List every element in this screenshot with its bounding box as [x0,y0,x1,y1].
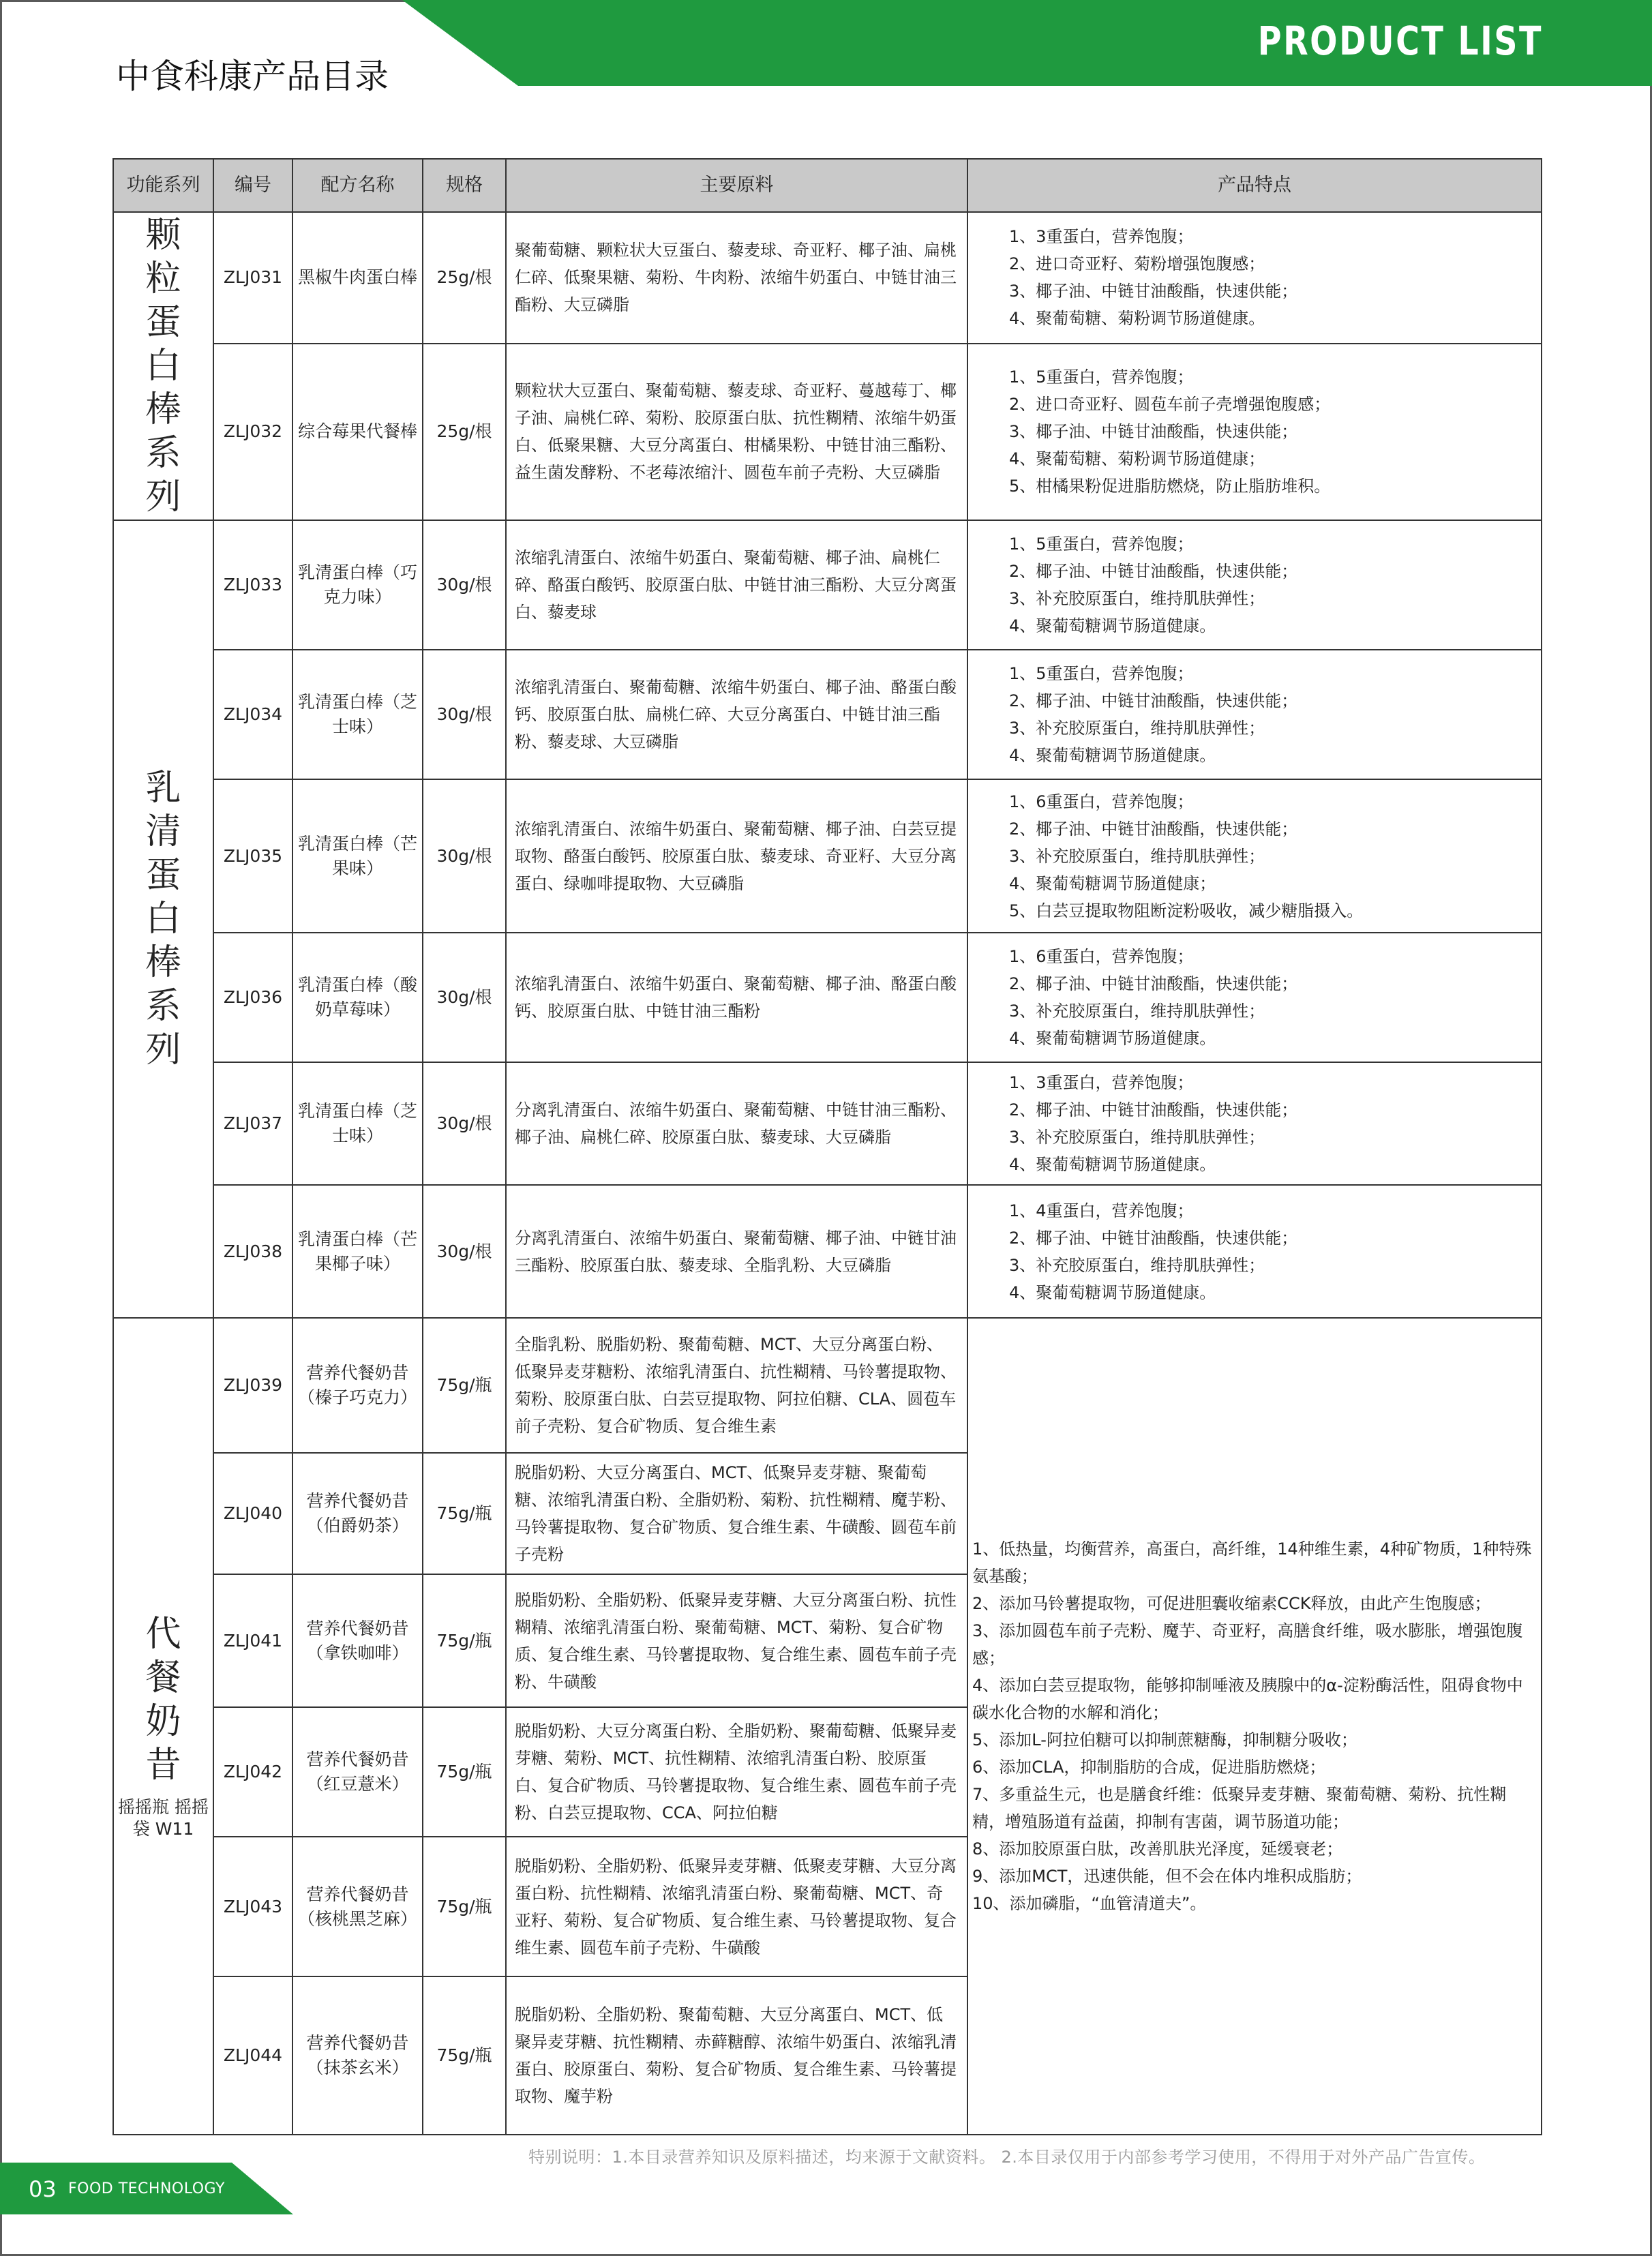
formula-name: 营养代餐奶昔（榛子巧克力） [292,1318,423,1453]
table-row [113,212,1542,344]
product-code: ZLJ044 [213,1976,292,2135]
feature-line: 2、椰子油、中链甘油酸酯，快速供能； [1009,1100,1298,1119]
feature-line: 1、3重蛋白，营养饱腹； [1009,227,1194,247]
feature-line: 2、椰子油、中链甘油酸酯，快速供能； [1009,1228,1298,1248]
series-subtitle: 摇摇瓶 摇摇袋 W11 [118,1797,209,1839]
feature-line: 4、聚葡萄糖、菊粉调节肠道健康； [1009,449,1265,469]
feature-line: 4、聚葡萄糖、菊粉调节肠道健康。 [1009,309,1265,329]
formula-name: 乳清蛋白棒（酸奶草莓味） [292,933,423,1062]
main-ingredients: 浓缩乳清蛋白、浓缩牛奶蛋白、聚葡萄糖、椰子油、扁桃仁碎、酪蛋白酸钙、胶原蛋白肽、中链甘油三酯粉、大豆分离蛋白、藜麦球 [506,520,967,650]
product-code: ZLJ042 [213,1707,292,1837]
feature-line: 4、聚葡萄糖调节肠道健康； [1009,873,1216,893]
feature-line: 2、进口奇亚籽、圆苞车前子壳增强饱腹感； [1009,395,1331,415]
specification: 75g/瓶 [423,1318,506,1453]
specification: 75g/瓶 [423,1837,506,1976]
formula-name: 乳清蛋白棒（芒果味） [292,779,423,933]
feature-line: 4、聚葡萄糖调节肠道健康。 [1009,1155,1216,1174]
specification: 30g/根 [423,933,506,1062]
feature-line: 6、添加CLA，抑制脂肪的合成，促进脂肪燃烧； [972,1758,1326,1777]
table-row [113,779,1542,933]
feature-line: 4、聚葡萄糖调节肠道健康。 [1009,746,1216,765]
specification: 30g/根 [423,1185,506,1318]
feature-line: 9、添加MCT，迅速供能，但不会在体内堆积成脂肪； [972,1867,1362,1886]
product-code: ZLJ033 [213,520,292,650]
footnote: 特别说明：1.本目录营养知识及原料描述，均来源于文献资料。 2.本目录仅用于内部参考学习使用，不得用于对外产品广告宣传。 [528,2148,1486,2167]
feature-line: 10、添加磷脂，“血管清道夫”。 [972,1894,1207,1913]
formula-name: 乳清蛋白棒（芝士味） [292,650,423,779]
product-features [967,1318,1542,2135]
main-ingredients: 聚葡萄糖、颗粒状大豆蛋白、藜麦球、奇亚籽、椰子油、扁桃仁碎、低聚果糖、菊粉、牛肉粉、浓缩牛奶蛋白、中链甘油三酯粉、大豆磷脂 [506,212,967,344]
main-ingredients: 全脂乳粉、脱脂奶粉、聚葡萄糖、MCT、大豆分离蛋白粉、低聚异麦芽糖粉、浓缩乳清蛋白、抗性糊精、马铃薯提取物、菊粉、胶原蛋白肽、白芸豆提取物、阿拉伯糖、CLA、圆苞车前子壳粉、复合矿物质、复合维生素 [506,1318,967,1453]
feature-line: 3、椰子油、中链甘油酸酯，快速供能； [1009,422,1298,442]
specification: 25g/根 [423,344,506,520]
feature-line: 5、添加L-阿拉伯糖可以抑制蔗糖酶，抑制糖分吸收； [972,1730,1357,1749]
table-row [113,520,1542,650]
table-row [113,933,1542,1062]
feature-line: 1、5重蛋白，营养饱腹； [1009,367,1194,387]
main-ingredients: 浓缩乳清蛋白、浓缩牛奶蛋白、聚葡萄糖、椰子油、酪蛋白酸钙、胶原蛋白肽、中链甘油三酯粉 [506,933,967,1062]
feature-line: 7、多重益生元，也是膳食纤维：低聚异麦芽糖、聚葡萄糖、菊粉、抗性糊精，增殖肠道有益菌，抑制有害菌，调节肠道功能； [972,1785,1507,1831]
column-header: 产品特点 [967,159,1542,212]
product-table [112,158,1542,2135]
formula-name: 营养代餐奶昔（拿铁咖啡） [292,1574,423,1707]
main-ingredients: 颗粒状大豆蛋白、聚葡萄糖、藜麦球、奇亚籽、蔓越莓丁、椰子油、扁桃仁碎、菊粉、胶原蛋白肽、抗性糊精、浓缩牛奶蛋白、低聚果糖、大豆分离蛋白、柑橘果粉、中链甘油三酯粉、益生菌发酵粉、不老莓浓缩汁、圆苞车前子壳粉、大豆磷脂 [506,344,967,520]
specification: 30g/根 [423,1062,506,1185]
feature-line: 1、5重蛋白，营养饱腹； [1009,664,1194,683]
product-features [967,344,1542,520]
product-features [967,1062,1542,1185]
specification: 30g/根 [423,779,506,933]
feature-line: 1、低热量，均衡营养，高蛋白，高纤维，14种维生素，4种矿物质，1种特殊氨基酸； [972,1539,1532,1586]
feature-line: 1、6重蛋白，营养饱腹； [1009,792,1194,811]
table-row [113,1318,1542,1453]
product-features [967,779,1542,933]
feature-line: 1、5重蛋白，营养饱腹； [1009,535,1194,554]
specification: 75g/瓶 [423,1453,506,1574]
product-code: ZLJ043 [213,1837,292,1976]
product-code: ZLJ034 [213,650,292,779]
specification: 75g/瓶 [423,1707,506,1837]
feature-line: 4、添加白芸豆提取物，能够抑制唾液及胰腺中的α-淀粉酶活性，阻碍食物中碳水化合物的水解和消化； [972,1676,1523,1722]
specification: 30g/根 [423,650,506,779]
table-row [113,1062,1542,1185]
main-ingredients: 脱脂奶粉、全脂奶粉、低聚异麦芽糖、大豆分离蛋白粉、抗性糊精、浓缩乳清蛋白粉、聚葡萄糖、MCT、菊粉、复合矿物质、复合维生素、马铃薯提取物、复合维生素、圆苞车前子壳粉、牛磺酸 [506,1574,967,1707]
main-ingredients: 浓缩乳清蛋白、浓缩牛奶蛋白、聚葡萄糖、椰子油、白芸豆提取物、酪蛋白酸钙、胶原蛋白肽、藜麦球、奇亚籽、大豆分离蛋白、绿咖啡提取物、大豆磷脂 [506,779,967,933]
column-header: 功能系列 [113,159,213,212]
table-row [113,344,1542,520]
table-header-row [113,159,1542,212]
feature-line: 4、聚葡萄糖调节肠道健康。 [1009,1029,1216,1048]
feature-line: 1、4重蛋白，营养饱腹； [1009,1201,1194,1220]
series-cell [113,1318,213,2135]
column-header: 配方名称 [292,159,423,212]
table-row [113,1185,1542,1318]
feature-line: 5、白芸豆提取物阻断淀粉吸收，减少糖脂摄入。 [1009,901,1364,920]
main-ingredients: 浓缩乳清蛋白、聚葡萄糖、浓缩牛奶蛋白、椰子油、酪蛋白酸钙、胶原蛋白肽、扁桃仁碎、大豆分离蛋白、中链甘油三酯粉、藜麦球、大豆磷脂 [506,650,967,779]
main-ingredients: 脱脂奶粉、大豆分离蛋白粉、全脂奶粉、聚葡萄糖、低聚异麦芽糖、菊粉、MCT、抗性糊精、浓缩乳清蛋白粉、胶原蛋白、复合矿物质、马铃薯提取物、复合维生素、圆苞车前子壳粉、白芸豆提取物、CCA、阿拉伯糖 [506,1707,967,1837]
formula-name: 营养代餐奶昔（红豆薏米） [292,1707,423,1837]
feature-line: 3、补充胶原蛋白，维持肌肤弹性； [1009,589,1265,608]
product-code: ZLJ037 [213,1062,292,1185]
product-code: ZLJ036 [213,933,292,1062]
formula-name: 营养代餐奶昔（核桃黑芝麻） [292,1837,423,1976]
series-name: 颗粒蛋白棒系列 [145,215,181,517]
feature-line: 2、椰子油、中链甘油酸酯，快速供能； [1009,691,1298,710]
product-code: ZLJ038 [213,1185,292,1318]
product-code: ZLJ041 [213,1574,292,1707]
feature-line: 3、补充胶原蛋白，维持肌肤弹性； [1009,846,1265,866]
header-title: PRODUCT LIST [1257,18,1543,64]
product-features [967,520,1542,650]
main-ingredients: 分离乳清蛋白、浓缩牛奶蛋白、聚葡萄糖、中链甘油三酯粉、椰子油、扁桃仁碎、胶原蛋白肽、藜麦球、大豆磷脂 [506,1062,967,1185]
feature-line: 3、添加圆苞车前子壳粉、魔芋、奇亚籽，高膳食纤维，吸水膨胀，增强饱腹感； [972,1621,1523,1668]
feature-line: 3、补充胶原蛋白，维持肌肤弹性； [1009,1128,1265,1147]
feature-line: 3、补充胶原蛋白，维持肌肤弹性； [1009,1255,1265,1275]
series-cell [113,520,213,1318]
formula-name: 乳清蛋白棒（巧克力味） [292,520,423,650]
product-code: ZLJ032 [213,344,292,520]
specification: 75g/瓶 [423,1976,506,2135]
specification: 25g/根 [423,212,506,344]
feature-line: 2、椰子油、中链甘油酸酯，快速供能； [1009,974,1298,993]
main-ingredients: 脱脂奶粉、全脂奶粉、聚葡萄糖、大豆分离蛋白、MCT、低聚异麦芽糖、抗性糊精、赤藓糖醇、浓缩牛奶蛋白、浓缩乳清蛋白、胶原蛋白、菊粉、复合矿物质、复合维生素、马铃薯提取物、魔芋粉 [506,1976,967,2135]
column-header: 主要原料 [506,159,967,212]
feature-line: 2、椰子油、中链甘油酸酯，快速供能； [1009,819,1298,839]
formula-name: 乳清蛋白棒（芒果椰子味） [292,1185,423,1318]
product-code: ZLJ035 [213,779,292,933]
column-header: 规格 [423,159,506,212]
feature-line: 2、进口奇亚籽、菊粉增强饱腹感； [1009,254,1265,274]
main-ingredients: 脱脂奶粉、大豆分离蛋白、MCT、低聚异麦芽糖、聚葡萄糖、浓缩乳清蛋白粉、全脂奶粉、菊粉、抗性糊精、魔芋粉、马铃薯提取物、复合矿物质、复合维生素、牛磺酸、圆苞车前子壳粉 [506,1453,967,1574]
specification: 30g/根 [423,520,506,650]
feature-line: 2、添加马铃薯提取物，可促进胆囊收缩素CCK释放，由此产生饱腹感； [972,1594,1491,1613]
feature-line: 4、聚葡萄糖调节肠道健康。 [1009,616,1216,635]
feature-line: 8、添加胶原蛋白肽，改善肌肤光泽度，延缓衰老； [972,1839,1343,1859]
column-header: 编号 [213,159,292,212]
table-row [113,650,1542,779]
product-features [967,1185,1542,1318]
formula-name: 营养代餐奶昔（抹茶玄米） [292,1976,423,2135]
feature-line: 5、柑橘果粉促进脂肪燃烧，防止脂肪堆积。 [1009,477,1331,496]
page-number: 03 [29,2176,57,2202]
series-name: 乳清蛋白棒系列 [145,768,181,1070]
product-code: ZLJ039 [213,1318,292,1453]
feature-line: 2、椰子油、中链甘油酸酯，快速供能； [1009,562,1298,581]
product-features [967,650,1542,779]
product-code: ZLJ040 [213,1453,292,1574]
product-features [967,212,1542,344]
feature-line: 4、聚葡萄糖调节肠道健康。 [1009,1282,1216,1302]
feature-line: 3、椰子油、中链甘油酸酯，快速供能； [1009,282,1298,301]
product-code: ZLJ031 [213,212,292,344]
series-cell [113,212,213,520]
series-name: 代餐奶昔 [145,1614,181,1786]
formula-name: 营养代餐奶昔（伯爵奶茶） [292,1453,423,1574]
feature-line: 3、补充胶原蛋白，维持肌肤弹性； [1009,1002,1265,1021]
product-features [967,933,1542,1062]
main-ingredients: 脱脂奶粉、全脂奶粉、低聚异麦芽糖、低聚麦芽糖、大豆分离蛋白粉、抗性糊精、浓缩乳清蛋白粉、聚葡萄糖、MCT、奇亚籽、菊粉、复合矿物质、复合维生素、马铃薯提取物、复合维生素、圆苞车前子壳粉、牛磺酸 [506,1837,967,1976]
document-title: 中食科康产品目录 [116,57,389,96]
footer-section-label: FOOD TECHNOLOGY [68,2180,225,2197]
specification: 75g/瓶 [423,1574,506,1707]
formula-name: 综合莓果代餐棒 [292,344,423,520]
feature-line: 1、6重蛋白，营养饱腹； [1009,947,1194,966]
main-ingredients: 分离乳清蛋白、浓缩牛奶蛋白、聚葡萄糖、椰子油、中链甘油三酯粉、胶原蛋白肽、藜麦球、全脂乳粉、大豆磷脂 [506,1185,967,1318]
formula-name: 黑椒牛肉蛋白棒 [292,212,423,344]
feature-line: 3、补充胶原蛋白，维持肌肤弹性； [1009,719,1265,738]
feature-line: 1、3重蛋白，营养饱腹； [1009,1073,1194,1092]
formula-name: 乳清蛋白棒（芝士味） [292,1062,423,1185]
